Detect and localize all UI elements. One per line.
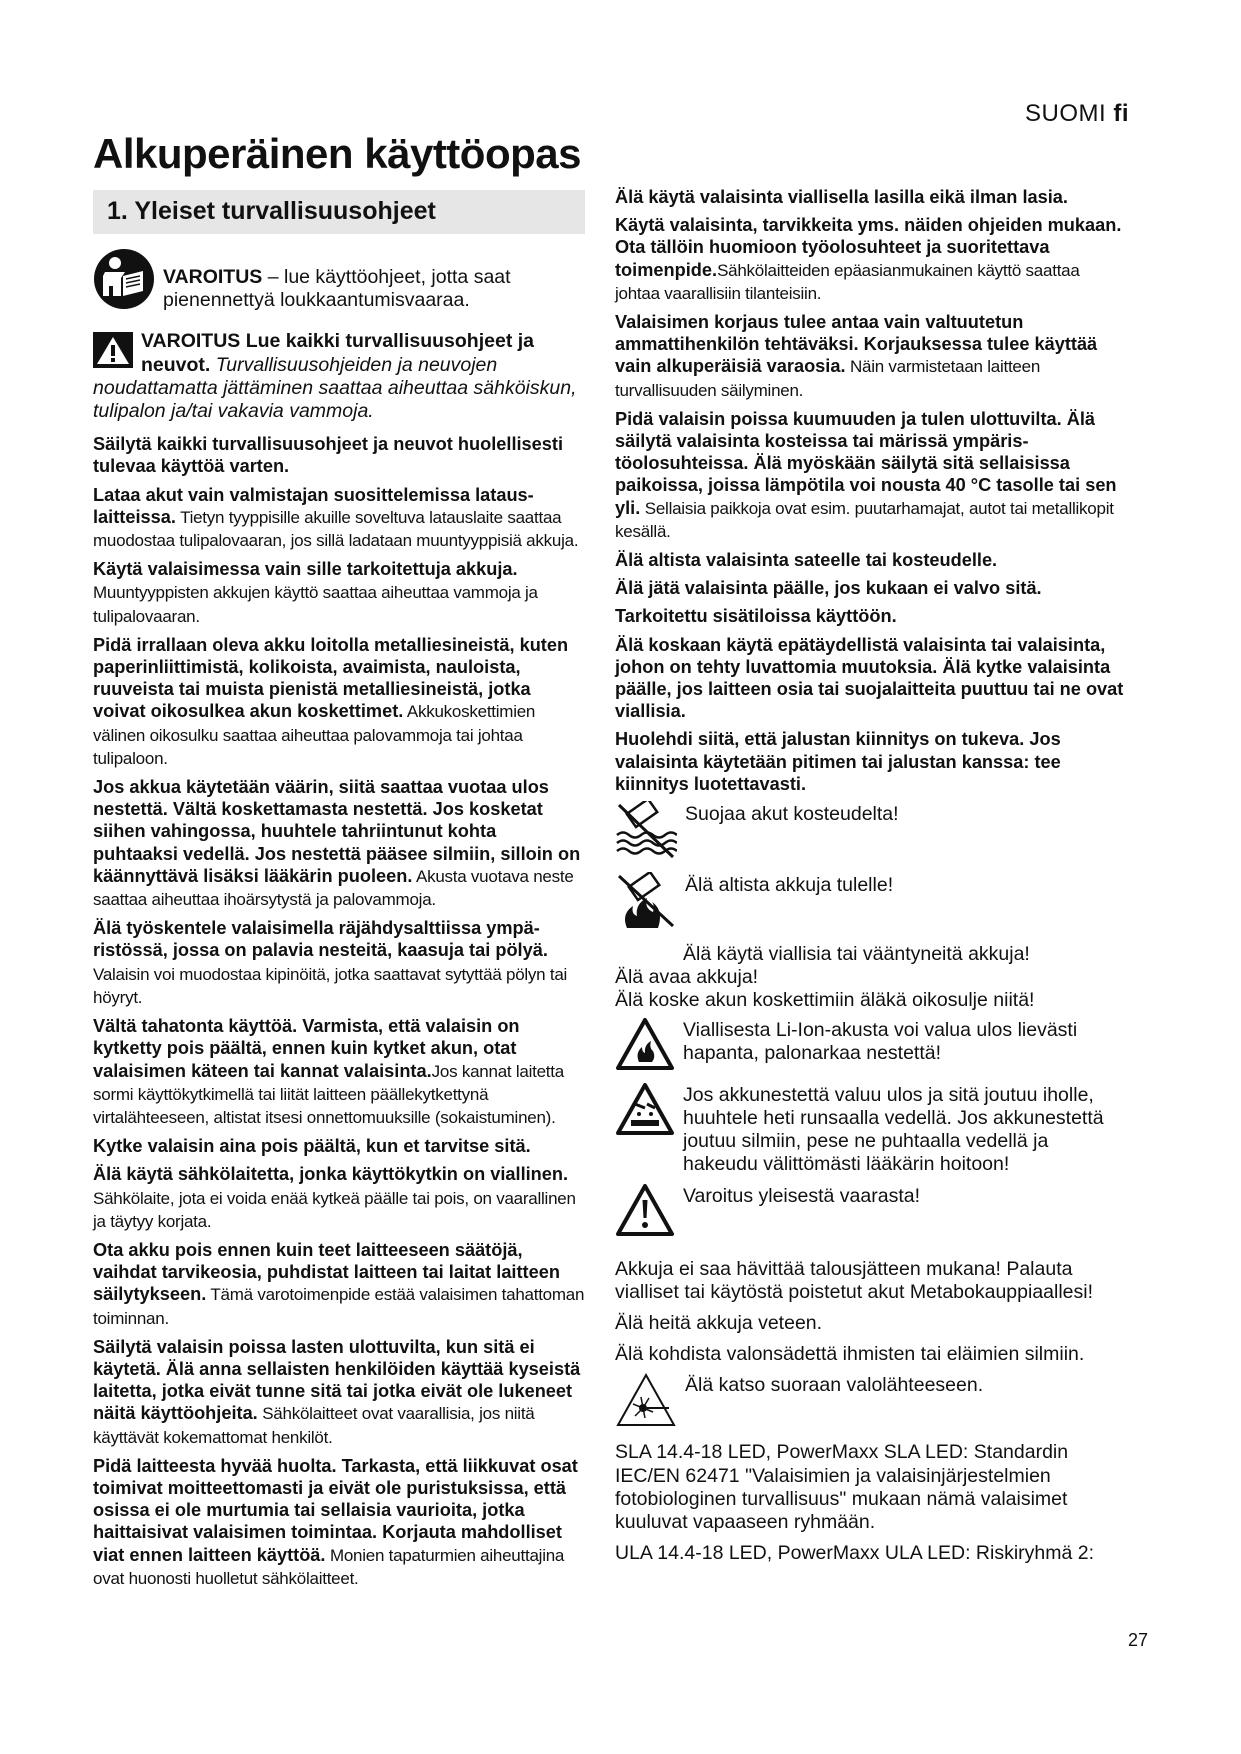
r4-text: Sellaisia paikkoja ovat esim. puutarhamajat, autot tai metallikopit kesällä. [615,498,1114,541]
warning-general [93,330,585,423]
r-paragraph-3 [615,311,1127,402]
r1-bold: Älä käytä valaisinta viallisella lasilla eikä ilman lasia. [615,187,1068,207]
icon4-text: Viallisesta Li-Ion-akusta voi valua ulos lievästi hapanta, palonarkaa nestettä! [683,1018,1078,1064]
r2-text: Sähkölaitteiden epäasianmukainen käyttö saattaa johtaa vaarallisiin tilanteisiin. [615,260,1080,303]
p5-text: Akusta vuotava neste saattaa aiheuttaa ihoärsytystä ja palovammoja. [93,866,574,910]
warning2-bold: VAROITUS Lue kaikki turvallisuusohjeet ja neuvot. [141,330,534,376]
icon-row-corrosive [615,1082,1127,1177]
p8-bold: Kytke valaisin aina pois päältä, kun et tarvitse sitä. [93,1136,531,1157]
paragraph-9 [93,1163,585,1233]
line-do-not-touch: Älä koske akun koskettimiin äläkä oikosulje niitä! [615,989,1035,1012]
icon-row-general-hazard [615,1183,1127,1242]
icon5-text: Jos akkunestettä valuu ulos ja sitä joutuu iholle, huuhtele heti runsaalla vedellä. Jos akkunestettä joutuu silmiin, pese ne puhtaalla vedellä ja hakeudu välittömästi lääkärin hoitoon! [683,1083,1104,1176]
r-paragraph-6 [615,577,1127,599]
language-code: fi [1113,100,1129,127]
p12-text: Monien tapaturmien aiheuttajina ovat huonosti huolletut sähkölaitteet. [93,1545,565,1588]
r7-bold: Tarkoitettu sisätiloissa käyttöön. [615,606,897,627]
general-hazard-icon [615,1183,675,1242]
p11-bold: Säilytä valaisin poissa lasten ulottuvilta, kun sitä ei käytetä. Älä anna sellaisten henkilöiden käyttää kyseistä laitetta, jotka eivät tunne sitä tai jotka eivät ole lukeneet näitä käyttöohjeita. [93,1336,581,1424]
p4-text: Akkukoskettimien välinen oikosulku saattaa aiheuttaa palovammoja tai johtaa tulipaloon. [93,702,536,768]
laser-warning-icon [615,1372,677,1433]
icon-row-light-source [615,1372,1127,1433]
p3-bold: Käytä valaisimessa vain sille tarkoitettuja akkuja. [93,559,518,580]
r4-bold: Pidä valaisin poissa kuumuuden ja tulen ulottuvilta. Älä säilytä valaisinta kosteissa tai märissä ympäristöolosuhteissa. Älä myöskään säilytä sitä sellaisissa paikoissa, joissa lämpötila voi nousta 40 °C tasolle tai sen yli. [615,408,1117,518]
paragraph-12 [93,1455,585,1590]
p7-bold: Vältä tahatonta käyttöä. Varmista, että valaisin on kytketty pois päältä, ennen kuin kytket akun, otat valaisimen käteen tai kannat valaisinta. [93,1016,520,1081]
paragraph-1 [93,433,585,477]
paragraph-7 [93,1015,585,1129]
warning1-bold: VAROITUS [163,266,263,288]
r5-bold: Älä altista valaisinta sateelle tai kosteudelle. [615,550,998,571]
icon3-text: Älä käytä viallisia tai vääntyneitä akkuja! [683,943,1030,966]
r-paragraph-8 [615,634,1127,723]
r-paragraph-4 [615,408,1127,543]
p12-bold: Pidä laitteesta hyvää huolta. Tarkasta, että liikkuvat osat toimivat moitteettomasti ja eivät ole puristuksissa, että osissa ei ole murtumia tai sellaisia vaurioita, jotka haittaisivat valaisimen toimintaa. Korjauta mahdolliset viat ennen laitteen käyttöä. [93,1455,578,1565]
icon1-text: Suojaa akut kosteudelta! [685,803,899,826]
p7-text: Jos kannat laitetta sormi käyttökytkimellä tai liität laitteen päällekytkettynä virtalähteeseen, altistat itsesi onnettomuuksille (sokaistuminen). [93,1061,564,1127]
p9-text: Sähkölaite, jota ei voida enää kytkeä päälle tai pois, on vaarallinen ja täytyy korjata. [93,1188,576,1231]
icon2-text: Älä altista akkuja tulelle! [685,874,894,897]
r3-text: Näin varmistetaan laitteen turvallisuuden säilyminen. [615,357,1041,400]
icon-row-flammable [615,1017,1127,1076]
language-label [1025,100,1129,128]
p9-bold: Älä käytä sähkölaitetta, jonka käyttökytkin on viallinen. [93,1164,569,1185]
paragraph-sla: SLA 14.4-18 LED, PowerMaxx SLA LED: Standardin IEC/EN 62471 "Valaisimien ja valaisinjärjestelmien fotobiologinen turvallisuus" mukaan nämä valaisimet kuuluvat vapaaseen ryhmään. [615,1441,1069,1533]
p11-text: Sähkölaitteet ovat vaarallisia, jos niitä käyttävät kokemattomat henkilöt. [93,1404,535,1447]
icon6-text: Varoitus yleisestä vaarasta! [683,1184,920,1207]
right-column [615,186,1127,1571]
icon7-text: Älä katso suoraan valolähteeseen. [685,1374,984,1397]
p6-bold: Älä työskentele valaisimella räjähdysalttiissa ympäristössä, jossa on palavia nesteitä, kaasuja tai pölyä. [93,918,548,961]
r-paragraph-9 [615,728,1127,795]
paragraph-6 [93,917,585,1009]
language-name: SUOMI [1024,100,1107,127]
no-fire-icon [615,872,677,935]
r-paragraph-7 [615,605,1127,627]
p5-bold: Jos akkua käytetään väärin, siitä saattaa vuotaa ulos nestettä. Vältä koskettamasta nestettä. Jos kosketat siihen vahingossa, huuhtele tahriintunut kohta puhtaaksi vedellä. Jos nestettä pääsee silmiin, silloin on käännyttävä lisäksi lääkärin puoleen. [93,777,581,886]
page-number: 27 [1127,1630,1148,1650]
p4-bold: Pidä irrallaan oleva akku loitolla metalliesineistä, kuten paperinliittimistä, kolikoista, avaimista, nauloista, ruuveista tai muista pienistä metalliesineistä, jotka voivat oikosulkea akun koskettimet. [93,634,569,722]
icon-row-damaged [615,941,1127,966]
r9-bold: Huolehdi siitä, että jalustan kiinnitys on tukeva. Jos valaisinta käytetään pitimen tai jalustan kanssa: tee kiinnitys luotettavasti. [615,729,1061,794]
warning-read-manual [93,248,585,318]
warning1-text: – lue käyttöohjeet, jotta saat pienennettyä loukkaantumisvaaraa. [163,266,511,312]
p6-text: Valaisin voi muodostaa kipinöitä, jotka saattavat sytyttää pölyn tai höyryt. [93,964,568,1007]
paragraph-8 [93,1135,585,1157]
icon-row-fire [615,872,1127,935]
page-title: Alkuperäinen käyttöopas [93,130,581,177]
p2-bold: Lataa akut vain valmistajan suosittelemissa latauslaitteissa. [93,484,534,527]
r-paragraph-1 [615,186,1127,208]
paragraph-2 [93,484,585,553]
p10-text: Tämä varotoimenpide estää valaisimen tahattoman toiminnan. [93,1285,585,1328]
paragraph-11 [93,1336,585,1449]
flammable-warning-icon [615,1017,675,1076]
warning-triangle-icon [93,332,133,374]
paragraph-ula: ULA 14.4-18 LED, PowerMaxx ULA LED: Riskiryhmä 2: [615,1542,1095,1565]
paragraph-water: Älä heitä akkuja veteen. [615,1311,823,1334]
corrosive-warning-icon [615,1082,675,1141]
p2-text: Tietyn tyyppisille akuille soveltuva latauslaite saattaa muodostaa tulipalovaaran, jos sillä ladataan muuntyyppisiä akkuja. [93,507,579,551]
r2-bold: Käytä valaisinta, tarvikkeita yms. näiden ohjeiden mukaan. Ota tällöin huomioon työolosuhteet ja suoritettava toimenpide. [615,215,1122,280]
icon-row-moisture [615,801,1127,866]
p10-bold: Ota akku pois ennen kuin teet laitteeseen säätöjä, vaihdat tarvikeosia, puhdistat laitteen tai laitat laitteen säilytykseen. [93,1239,560,1305]
warning2-italic: Turvallisuusohjeiden ja neuvojen noudattamatta jättäminen saattaa aiheuttaa sähköiskun, tulipalon ja/tai vakavia vammoja. [93,353,577,423]
p1-bold: Säilytä kaikki turvallisuusohjeet ja neuvot huolellisesti tulevaa käyttöä varten. [93,434,564,477]
paragraph-dispose: Akkuja ei saa hävittää talousjätteen mukana! Palauta vialliset tai käytöstä poistetut akut Metabokauppiaallesi! [615,1257,1094,1303]
line-do-not-open: Älä avaa akkuja! [615,966,759,989]
r-paragraph-2 [615,214,1127,305]
read-manual-icon [93,248,155,315]
r6-bold: Älä jätä valaisinta päälle, jos kukaan ei valvo sitä. [615,578,1042,599]
p3-text: Muuntyyppisten akkujen käyttö saattaa aiheuttaa vammoja ja tulipalovaaran. [93,583,538,626]
paragraph-10 [93,1239,585,1330]
left-column [93,190,585,1596]
no-moisture-icon [615,801,677,866]
paragraph-5 [93,776,585,911]
section-heading: 1. Yleiset turvallisuusohjeet [93,190,585,234]
r3-bold: Valaisimen korjaus tulee antaa vain valtuutetun ammattihenkilön tehtäväksi. Korjauksessa tulee käyttää vain alkuperäisiä varaosia. [615,312,1098,377]
r-paragraph-5 [615,549,1127,571]
r8-bold: Älä koskaan käytä epätäydellistä valaisinta tai valaisinta, johon on tehty luvattomia muutoksia. Älä kytke valaisinta päälle, jos laitteen osia tai suojalaitteita puuttuu tai ne ovat viallisia. [615,634,1124,722]
paragraph-beam: Älä kohdista valonsädettä ihmisten tai eläimien silmiin. [615,1343,1085,1366]
paragraph-3 [93,558,585,628]
paragraph-4 [93,634,585,770]
